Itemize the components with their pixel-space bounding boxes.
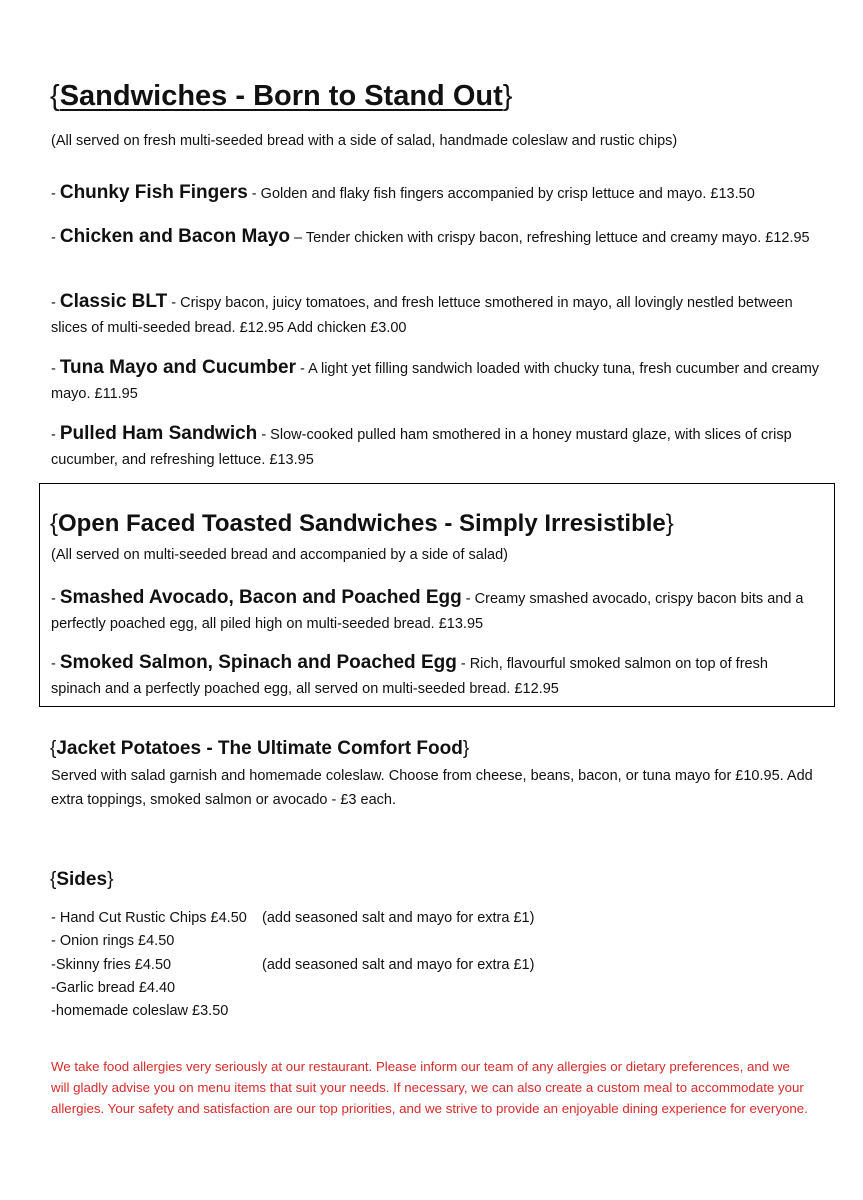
open-faced-heading: [50, 508, 674, 540]
side-item: - Onion rings £4.50: [51, 933, 175, 949]
menu-item: - Smoked Salmon, Spinach and Poached Egg - Rich, flavourful smoked salmon on top of fresh spinach and a perfectly poached egg, all served on multi-seeded bread. £12.95: [51, 652, 768, 697]
heading-brace-open: {: [50, 869, 57, 890]
sandwiches-heading: [50, 78, 512, 114]
menu-item: - Pulled Ham Sandwich - Slow-cooked pulled ham smothered in a honey mustard glaze, with slices of crisp cucumber, and refreshing lettuce. £13.95: [51, 423, 792, 468]
sides-title: Sides: [56, 869, 108, 890]
side-item: -Garlic bread £4.40: [51, 980, 176, 996]
item-name: Chicken and Bacon Mayo: [59, 226, 291, 247]
item-description: - Golden and flaky fish fingers accompanied by crisp lettuce and mayo. £13.50: [247, 186, 755, 202]
item-description: - A light yet filling sandwich loaded with chucky tuna, fresh cucumber and creamy mayo. £11.95: [51, 361, 820, 402]
side-item: -Skinny fries £4.50: [51, 957, 172, 973]
item-description: - Crispy bacon, juicy tomatoes, and fresh lettuce smothered in mayo, all lovingly nestled between slices of multi-seeded bread. £12.95 Add chicken £3.00: [51, 295, 793, 336]
item-name: Smashed Avocado, Bacon and Poached Egg: [59, 587, 462, 608]
heading-brace-close: }: [665, 510, 674, 537]
heading-brace-open: {: [50, 738, 57, 759]
heading-brace-close: }: [462, 738, 470, 759]
open-faced-note: (All served on multi-seeded bread and accompanied by a side of salad): [51, 547, 509, 563]
open-faced-title: Open Faced Toasted Sandwiches - Simply Irresistible: [58, 510, 666, 537]
heading-brace-close: }: [107, 869, 114, 890]
side-item: - Hand Cut Rustic Chips £4.50: [51, 910, 247, 926]
menu-item: - Chunky Fish Fingers - Golden and flaky fish fingers accompanied by crisp lettuce and mayo. £13.50: [51, 182, 755, 203]
item-name: Pulled Ham Sandwich: [59, 423, 258, 444]
side-item-extra: (add seasoned salt and mayo for extra £1): [262, 957, 535, 973]
item-name: Smoked Salmon, Spinach and Poached Egg: [59, 652, 457, 673]
jacket-title: Jacket Potatoes - The Ultimate Comfort Food: [56, 738, 463, 759]
sandwiches-title: Sandwiches - Born to Stand Out: [59, 80, 503, 112]
item-description: - Slow-cooked pulled ham smothered in a honey mustard glaze, with slices of crisp cucumber, and refreshing lettuce. £13.95: [51, 427, 792, 468]
side-item-extra: (add seasoned salt and mayo for extra £1): [262, 910, 535, 926]
sandwiches-note: (All served on fresh multi-seeded bread with a side of salad, handmade coleslaw and rustic chips): [51, 133, 678, 149]
allergy-notice: We take food allergies very seriously at our restaurant. Please inform our team of any allergies or dietary preferences, and we will gladly advise you on menu items that suit your needs. If necessary, we can also create a custom meal to accommodate your allergies. Your safety and satisfaction are our top priorities, and we strive to provide an enjoyable dining experience for everyone.: [51, 1059, 808, 1116]
heading-brace-open: {: [50, 80, 60, 112]
item-name: Tuna Mayo and Cucumber: [59, 357, 296, 378]
menu-item: - Classic BLT - Crispy bacon, juicy tomatoes, and fresh lettuce smothered in mayo, all lovingly nestled between slices of multi-seeded bread. £12.95 Add chicken £3.00: [51, 291, 793, 336]
menu-item: - Tuna Mayo and Cucumber - A light yet filling sandwich loaded with chucky tuna, fresh cucumber and creamy mayo. £11.95: [51, 357, 820, 402]
item-name: Classic BLT: [59, 291, 168, 312]
item-name: Chunky Fish Fingers: [59, 182, 248, 203]
item-description: – Tender chicken with crispy bacon, refreshing lettuce and creamy mayo. £12.95: [290, 230, 810, 246]
heading-brace-open: {: [50, 510, 59, 537]
item-description: - Creamy smashed avocado, crispy bacon bits and a perfectly poached egg, all piled high on multi-seeded bread. £13.95: [51, 591, 804, 632]
side-item: -homemade coleslaw £3.50: [51, 1003, 229, 1019]
jacket-description: Served with salad garnish and homemade coleslaw. Choose from cheese, beans, bacon, or tuna mayo for £10.95. Add extra toppings, smoked salmon or avocado - £3 each.: [51, 768, 813, 808]
jacket-heading: [50, 736, 469, 762]
menu-item: - Smashed Avocado, Bacon and Poached Egg - Creamy smashed avocado, crispy bacon bits and a perfectly poached egg, all piled high on multi-seeded bread. £13.95: [51, 587, 804, 632]
menu-item: - Chicken and Bacon Mayo – Tender chicken with crispy bacon, refreshing lettuce and creamy mayo. £12.95: [51, 226, 810, 247]
item-description: - Rich, flavourful smoked salmon on top of fresh spinach and a perfectly poached egg, all served on multi-seeded bread. £12.95: [51, 656, 768, 697]
sides-heading: [50, 867, 113, 893]
heading-brace-close: }: [502, 80, 513, 112]
